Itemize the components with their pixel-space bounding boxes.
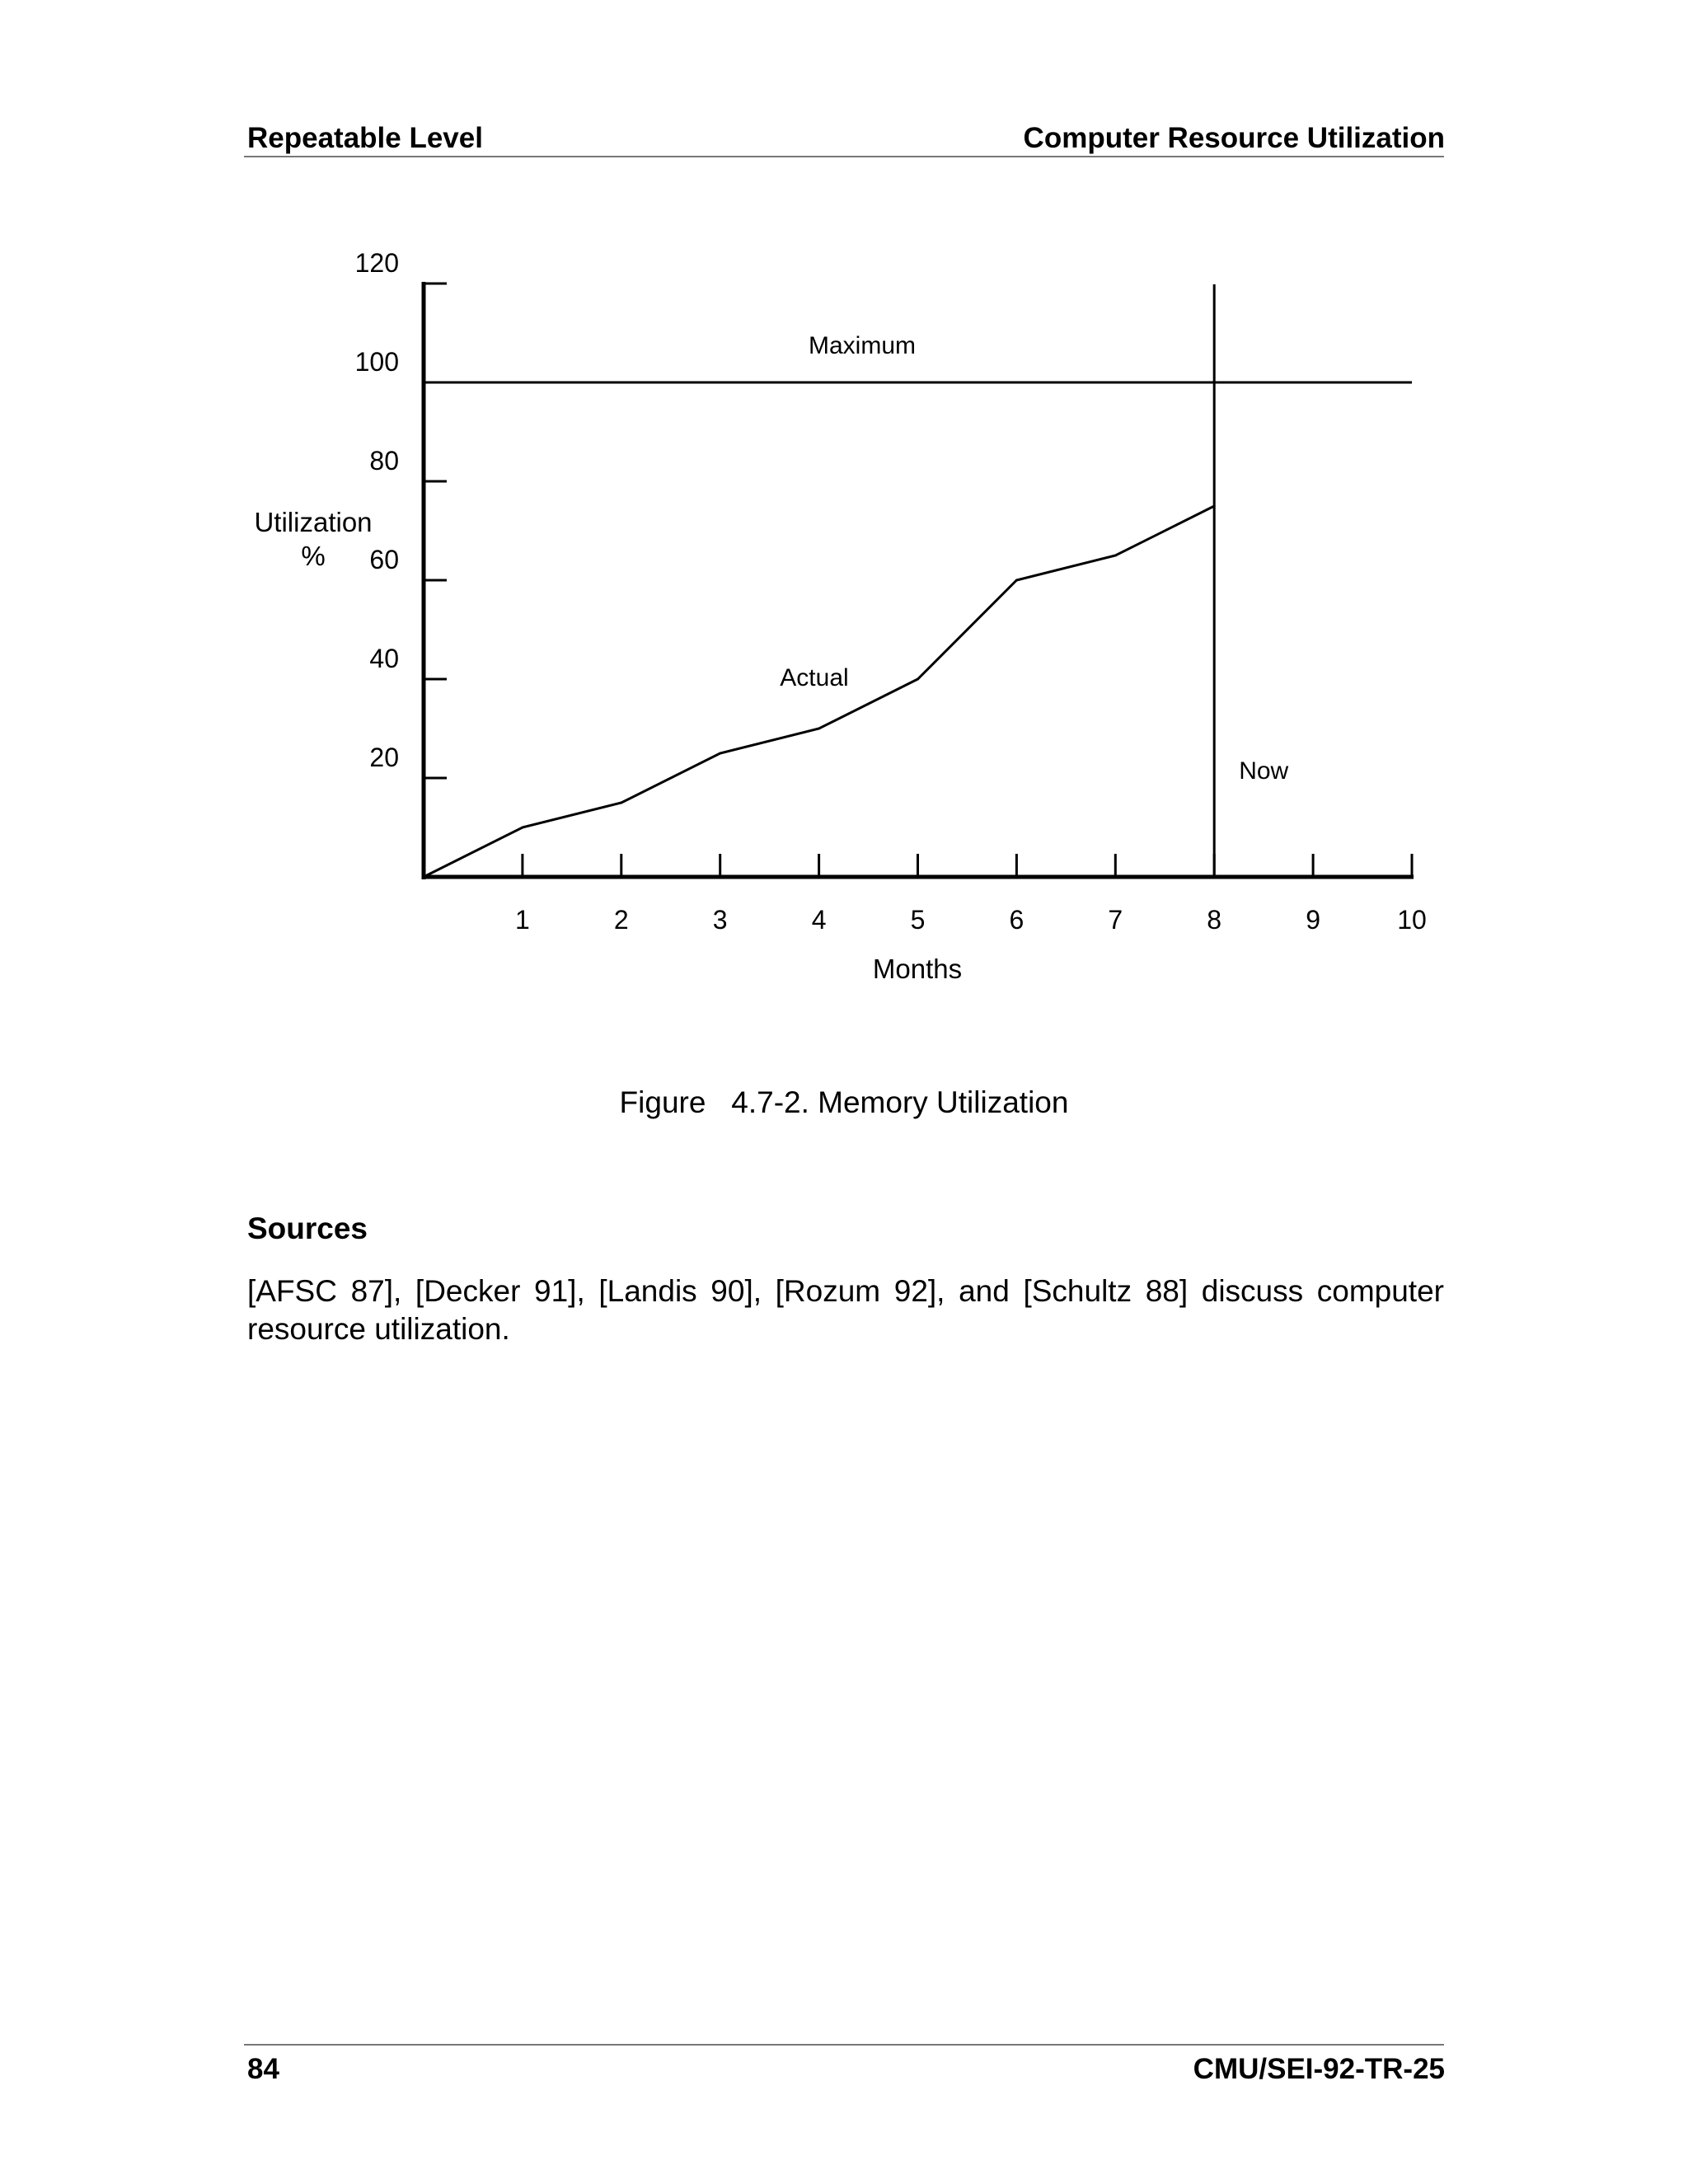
x-tick-label: 1 xyxy=(515,905,530,935)
footer-rule xyxy=(244,2044,1444,2046)
x-tick-label: 4 xyxy=(811,905,827,935)
figure-caption: Figure 4.7-2. Memory Utilization xyxy=(619,1085,1069,1119)
x-tick-label: 3 xyxy=(712,905,728,935)
maximum-label: Maximum xyxy=(808,332,917,359)
x-tick-label: 9 xyxy=(1306,905,1320,935)
actual-data-point xyxy=(521,827,523,829)
actual-data-point xyxy=(917,678,919,681)
y-axis-label: % xyxy=(301,541,326,571)
y-tick-label: 100 xyxy=(354,347,399,377)
x-tick-label: 2 xyxy=(613,905,629,935)
actual-data-point xyxy=(1015,579,1018,582)
report-id: CMU/SEI-92-TR-25 xyxy=(1193,2053,1445,2085)
page-number: 84 xyxy=(247,2053,279,2085)
memory-utilization-chart xyxy=(0,0,1688,1038)
actual-data-point xyxy=(1114,555,1117,557)
y-axis-label: Utilization xyxy=(254,507,373,537)
now-label: Now xyxy=(1239,757,1289,785)
x-tick-label: 10 xyxy=(1397,905,1427,935)
actual-series-label: Actual xyxy=(780,664,849,691)
running-header-left: Repeatable Level xyxy=(247,122,483,154)
y-tick-label: 80 xyxy=(369,446,399,476)
y-tick-label: 60 xyxy=(369,545,399,574)
actual-data-point xyxy=(423,876,425,879)
section-paragraph: [AFSC 87], [Decker 91], [Landis 90], [Rozum 92], and [Schultz 88] discuss computer resource utilization. xyxy=(247,1274,1444,1346)
x-tick-label: 8 xyxy=(1207,905,1222,935)
x-tick-label: 6 xyxy=(1009,905,1025,935)
section-heading: Sources xyxy=(247,1212,368,1245)
actual-data-point xyxy=(620,802,622,804)
running-header-right: Computer Resource Utilization xyxy=(1023,122,1445,154)
x-tick-label: 5 xyxy=(910,905,926,935)
y-tick-label: 120 xyxy=(354,248,399,278)
y-tick-label: 20 xyxy=(369,743,399,772)
x-tick-label: 7 xyxy=(1108,905,1123,935)
actual-series-line xyxy=(424,506,1214,877)
actual-data-point xyxy=(818,728,820,730)
x-axis-label: Months xyxy=(872,954,963,984)
y-tick-label: 40 xyxy=(369,644,399,673)
actual-data-point xyxy=(1213,505,1216,508)
actual-data-point xyxy=(719,752,721,755)
